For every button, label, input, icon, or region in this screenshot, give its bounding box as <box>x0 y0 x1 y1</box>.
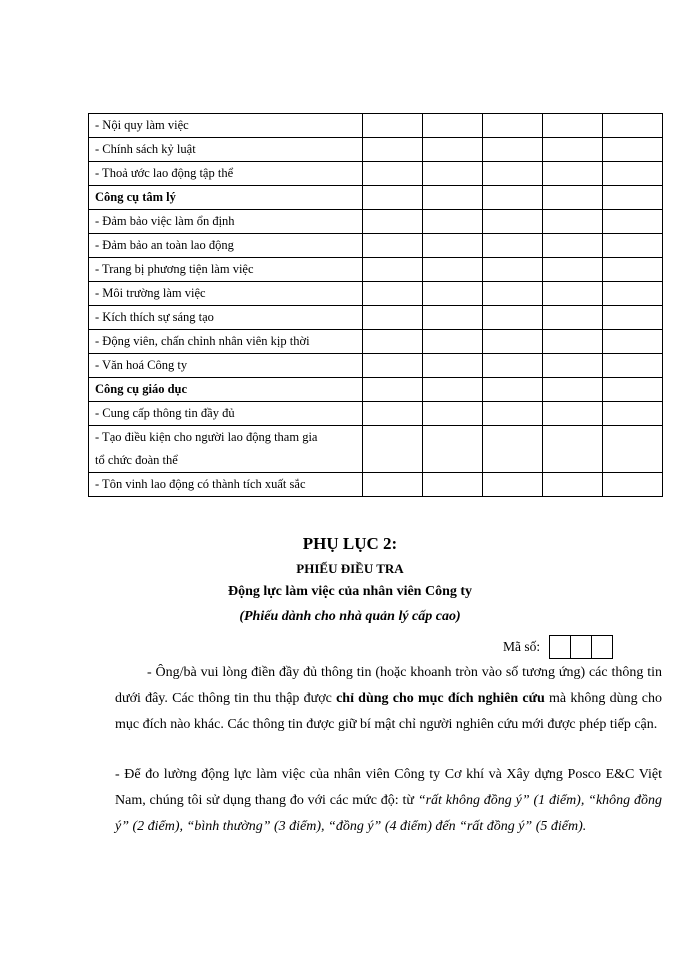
rating-cell-3[interactable] <box>483 186 543 210</box>
rating-cell-5[interactable] <box>603 186 663 210</box>
rating-cell-2[interactable] <box>423 234 483 258</box>
rating-cell-4[interactable] <box>543 306 603 330</box>
rating-cell-5[interactable] <box>603 330 663 354</box>
rating-cell-2[interactable] <box>423 426 483 473</box>
rating-table <box>88 113 663 497</box>
row-label-line-1: - Tạo điều kiện cho người lao động tham gia <box>95 430 318 444</box>
table-row <box>89 306 663 330</box>
row-label: - Thoả ước lao động tập thể <box>89 162 363 186</box>
rating-cell-2[interactable] <box>423 354 483 378</box>
rating-cell-3[interactable] <box>483 306 543 330</box>
rating-cell-3[interactable] <box>483 378 543 402</box>
rating-cell-5[interactable] <box>603 354 663 378</box>
rating-cell-1[interactable] <box>363 138 423 162</box>
rating-cell-4[interactable] <box>543 210 603 234</box>
instruction-paragraph-2 <box>115 762 662 840</box>
rating-cell-1[interactable] <box>363 114 423 138</box>
rating-cell-2[interactable] <box>423 114 483 138</box>
row-label: - Nội quy làm việc <box>89 114 363 138</box>
table-row <box>89 210 663 234</box>
rating-cell-4[interactable] <box>543 186 603 210</box>
row-label: - Cung cấp thông tin đầy đủ <box>89 402 363 426</box>
rating-cell-5[interactable] <box>603 282 663 306</box>
row-label: Công cụ tâm lý <box>89 186 363 210</box>
rating-cell-5[interactable] <box>603 114 663 138</box>
rating-cell-2[interactable] <box>423 473 483 497</box>
rating-cell-1[interactable] <box>363 186 423 210</box>
table-row <box>89 402 663 426</box>
rating-cell-1[interactable] <box>363 354 423 378</box>
form-target: (Phiếu dành cho nhà quản lý cấp cao) <box>239 609 461 624</box>
rating-cell-5[interactable] <box>603 234 663 258</box>
code-box-3[interactable] <box>591 635 613 659</box>
rating-cell-3[interactable] <box>483 162 543 186</box>
table-row <box>89 138 663 162</box>
rating-cell-2[interactable] <box>423 282 483 306</box>
table-row <box>89 114 663 138</box>
rating-cell-5[interactable] <box>603 162 663 186</box>
table-row <box>89 330 663 354</box>
rating-cell-3[interactable] <box>483 473 543 497</box>
table-row <box>89 473 663 497</box>
row-label: - Đảm bảo việc làm ổn định <box>89 210 363 234</box>
appendix-title: PHỤ LỤC 2: <box>302 534 398 553</box>
table-row <box>89 258 663 282</box>
rating-cell-4[interactable] <box>543 234 603 258</box>
rating-cell-4[interactable] <box>543 473 603 497</box>
rating-cell-3[interactable] <box>483 354 543 378</box>
row-label: - Chính sách kỷ luật <box>89 138 363 162</box>
row-label: - Tôn vinh lao động có thành tích xuất sắc <box>89 473 363 497</box>
form-title: PHIẾU ĐIỀU TRA <box>296 561 404 576</box>
rating-cell-2[interactable] <box>423 210 483 234</box>
rating-cell-3[interactable] <box>483 114 543 138</box>
section-row <box>89 378 663 402</box>
rating-cell-3[interactable] <box>483 330 543 354</box>
row-label: Công cụ giáo dục <box>89 378 363 402</box>
para1-bold: chỉ dùng cho mục đích nghiên cứu <box>336 691 545 706</box>
row-label <box>89 426 363 473</box>
rating-cell-2[interactable] <box>423 138 483 162</box>
rating-cell-1[interactable] <box>363 258 423 282</box>
rating-cell-1[interactable] <box>363 306 423 330</box>
row-label: - Môi trường làm việc <box>89 282 363 306</box>
row-label: - Văn hoá Công ty <box>89 354 363 378</box>
rating-cell-5[interactable] <box>603 378 663 402</box>
rating-cell-1[interactable] <box>363 473 423 497</box>
table-row <box>89 282 663 306</box>
para1-text-b: mà không dùng cho mục đích nào khác. Các thông tin được giữ bí mật chỉ người nghiên cứu mới được phép tiếp cận. <box>115 691 662 732</box>
table-row <box>89 162 663 186</box>
rating-cell-2[interactable] <box>423 162 483 186</box>
row-label: - Động viên, chấn chỉnh nhân viên kịp thời <box>89 330 363 354</box>
rating-cell-1[interactable] <box>363 234 423 258</box>
rating-cell-3[interactable] <box>483 138 543 162</box>
rating-cell-1[interactable] <box>363 378 423 402</box>
row-label: - Đảm bảo an toàn lao động <box>89 234 363 258</box>
rating-cell-3[interactable] <box>483 210 543 234</box>
rating-cell-4[interactable] <box>543 162 603 186</box>
rating-cell-4[interactable] <box>543 114 603 138</box>
para2-scale: “rất không đồng ý” (1 điểm), “không đồng ý” (2 điểm), “bình thường” (3 điểm), “đồng ý” (4 điểm) đến “rất đồng ý” (5 điểm). <box>115 793 662 834</box>
rating-cell-1[interactable] <box>363 402 423 426</box>
rating-cell-1[interactable] <box>363 426 423 473</box>
rating-cell-1[interactable] <box>363 162 423 186</box>
rating-cell-2[interactable] <box>423 402 483 426</box>
code-box-2[interactable] <box>570 635 592 659</box>
rating-cell-2[interactable] <box>423 378 483 402</box>
rating-cell-1[interactable] <box>363 210 423 234</box>
table-row <box>89 234 663 258</box>
para2-text-a: - Để đo lường động lực làm việc của nhân viên Công ty Cơ khí và Xây dựng Posco E&C Việt Nam, chúng tôi sử dụng thang đo với các mức độ: từ <box>115 767 662 808</box>
rating-cell-2[interactable] <box>423 258 483 282</box>
rating-cell-3[interactable] <box>483 402 543 426</box>
row-label: - Trang bị phương tiện làm việc <box>89 258 363 282</box>
rating-cell-4[interactable] <box>543 138 603 162</box>
rating-cell-5[interactable] <box>603 258 663 282</box>
rating-cell-5[interactable] <box>603 426 663 473</box>
rating-cell-1[interactable] <box>363 282 423 306</box>
rating-cell-4[interactable] <box>543 378 603 402</box>
rating-cell-3[interactable] <box>483 258 543 282</box>
rating-cell-2[interactable] <box>423 306 483 330</box>
rating-cell-3[interactable] <box>483 234 543 258</box>
rating-cell-4[interactable] <box>543 282 603 306</box>
row-label-line-2: tổ chức đoàn thể <box>95 453 178 467</box>
code-label: Mã số: <box>503 639 541 654</box>
rating-cell-5[interactable] <box>603 473 663 497</box>
para1-text-a: - Ông/bà vui lòng điền đầy đủ thông tin (hoặc khoanh tròn vào số tương ứng) các thông tin dưới đây. Các thông tin thu thập được <box>115 665 662 706</box>
table-row <box>89 354 663 378</box>
table-row <box>89 426 663 473</box>
rating-cell-2[interactable] <box>423 330 483 354</box>
rating-cell-1[interactable] <box>363 330 423 354</box>
code-field <box>503 635 613 659</box>
rating-cell-4[interactable] <box>543 258 603 282</box>
rating-cell-4[interactable] <box>543 330 603 354</box>
rating-cell-5[interactable] <box>603 402 663 426</box>
rating-cell-3[interactable] <box>483 426 543 473</box>
rating-cell-5[interactable] <box>603 306 663 330</box>
code-boxes <box>550 635 613 659</box>
rating-cell-4[interactable] <box>543 402 603 426</box>
rating-cell-4[interactable] <box>543 354 603 378</box>
rating-cell-4[interactable] <box>543 426 603 473</box>
form-subtitle: Động lực làm việc của nhân viên Công ty <box>227 584 473 599</box>
row-label: - Kích thích sự sáng tạo <box>89 306 363 330</box>
section-row <box>89 186 663 210</box>
rating-cell-5[interactable] <box>603 210 663 234</box>
rating-cell-5[interactable] <box>603 138 663 162</box>
code-box-1[interactable] <box>549 635 571 659</box>
instruction-paragraph-1 <box>115 660 662 738</box>
rating-cell-2[interactable] <box>423 186 483 210</box>
rating-cell-3[interactable] <box>483 282 543 306</box>
